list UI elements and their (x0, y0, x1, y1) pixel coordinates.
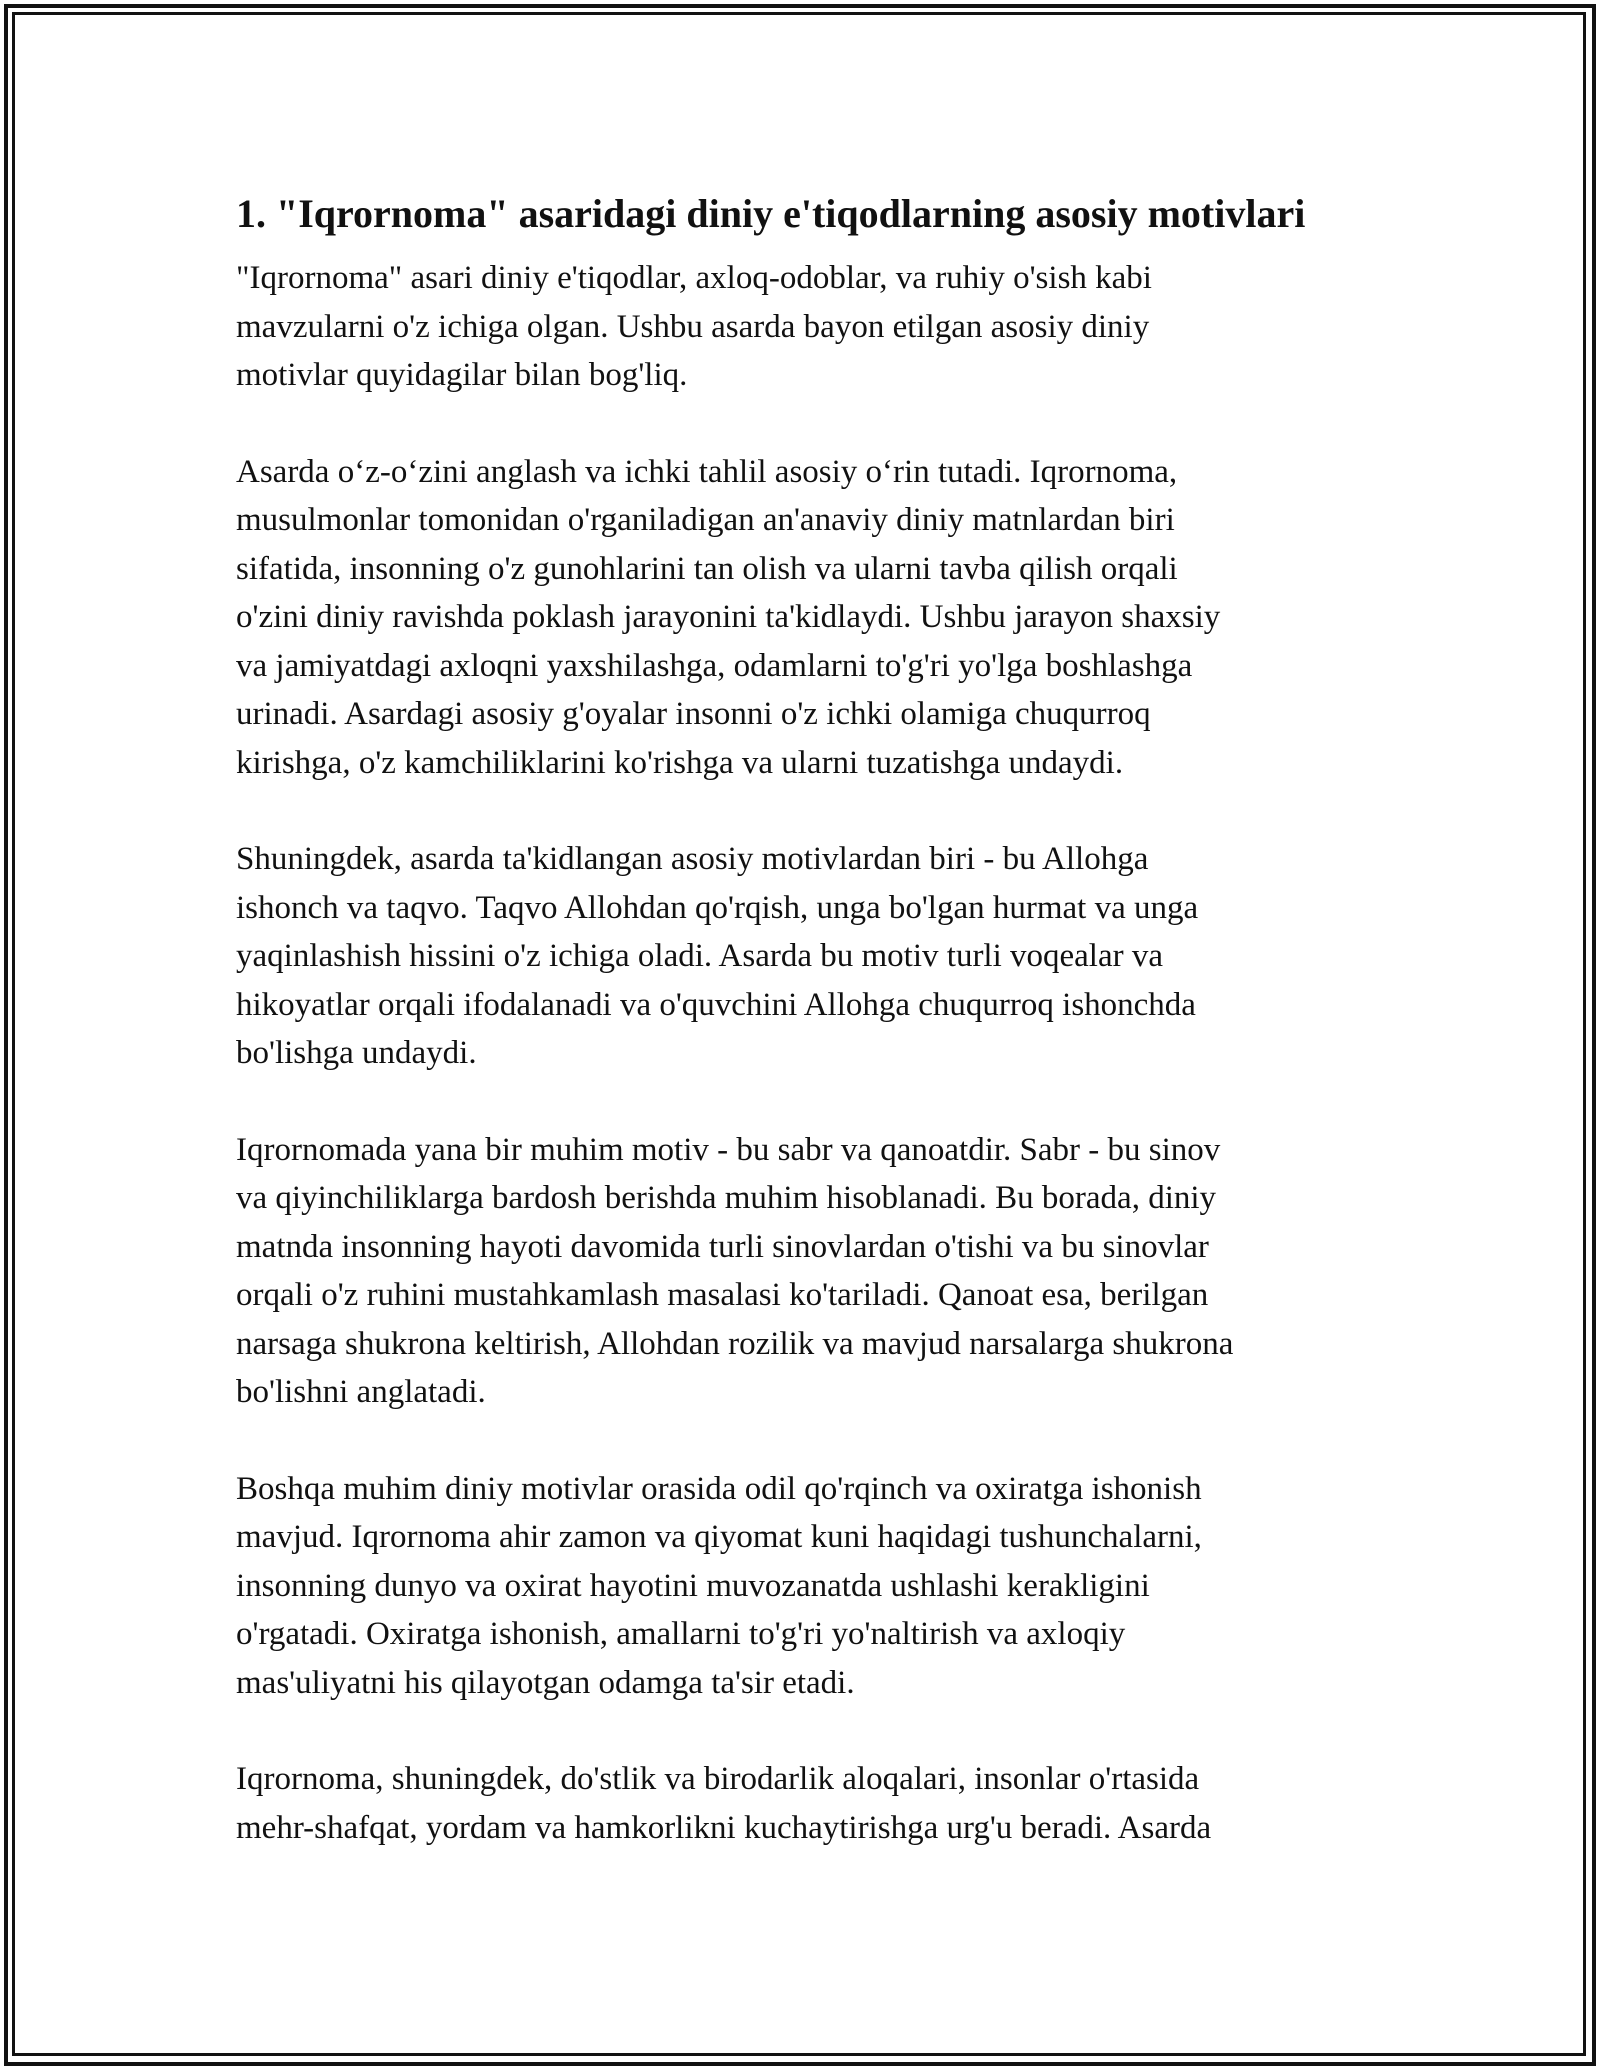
text-line: Iqrornoma, shuningdek, do'stlik va birodarlik aloqalari, insonlar o'rtasida (236, 1761, 1200, 1797)
text-line: sifatida, insonning o'z gunohlarini tan olish va ularni tavba qilish orqali (236, 550, 1178, 587)
text-line: urinadi. Asardagi asosiy g'oyalar insonni o'z ichki olamiga chuqurroq (236, 696, 1151, 732)
text-line: va jamiyatdagi axloqni yaxshilashga, odamlarni to'g'ri yo'lga boshlashga (236, 647, 1193, 684)
text-line: kirishga, o'z kamchiliklarini ko'rishga va ularni tuzatishga undaydi. (236, 744, 1124, 781)
text-line: yaqinlashish hissini o'z ichiga oladi. Asarda bu motiv turli voqealar va (236, 938, 1164, 974)
text-line: mavjud. Iqrornoma ahir zamon va qiyomat kuni haqidagi tushunchalarni, (236, 1519, 1202, 1555)
text-line: Iqrornomada yana bir muhim motiv - bu sabr va qanoatdir. Sabr - bu sinov (236, 1131, 1221, 1168)
text-line: mas'uliyatni his qilayotgan odamga ta'sir etadi. (236, 1664, 855, 1701)
text-line: mavzularni o'z ichiga olgan. Ushbu asarda bayon etilgan asosiy diniy (236, 308, 1150, 345)
text-line: "Iqrornoma" asari diniy e'tiqodlar, axloq-odoblar, va ruhiy o'sish kabi (236, 260, 1152, 296)
text-line: ishonch va taqvo. Taqvo Allohdan qo'rqish, unga bo'lgan hurmat va unga (236, 889, 1199, 926)
text-line: narsaga shukrona keltirish, Allohdan rozilik va mavjud narsalarga shukrona (236, 1325, 1234, 1362)
paragraph-intro (236, 254, 1366, 400)
text-line: motivlar quyidagilar bilan bog'liq. (236, 357, 688, 393)
section-heading: 1. "Iqrornoma" asaridagi diniy e'tiqodlarning asosiy motivlari (236, 191, 1306, 236)
text-line: bo'lishni anglatadi. (236, 1374, 486, 1410)
text-line: orqali o'z ruhini mustahkamlash masalasi ko'tariladi. Qanoat esa, berilgan (236, 1277, 1209, 1313)
text-line: Asarda o‘z-o‘zini anglash va ichki tahlil asosiy o‘rin tutadi. Iqrornoma, (236, 453, 1178, 490)
paragraph-patience (236, 1126, 1366, 1417)
text-line: va qiyinchiliklarga bardosh berishda muhim hisoblanadi. Bu borada, diniy (236, 1180, 1217, 1216)
text-line: bo'lishga undaydi. (236, 1035, 477, 1071)
paragraph-faith-piety (236, 835, 1366, 1078)
text-line: hikoyatlar orqali ifodalanadi va o'quvchini Allohga chuqurroq ishonchda (236, 986, 1196, 1023)
document-body (236, 186, 1366, 1900)
text-line: Shuningdek, asarda ta'kidlangan asosiy motivlardan biri - bu Allohga (236, 841, 1149, 877)
text-line: musulmonlar tomonidan o'rganiladigan an'anaviy diniy matnlardan biri (236, 502, 1175, 538)
text-line: mehr-shafqat, yordam va hamkorlikni kuchaytirishga urg'u beradi. Asarda (236, 1809, 1212, 1846)
text-line: Boshqa muhim diniy motivlar orasida odil qo'rqinch va oxiratga ishonish (236, 1470, 1202, 1507)
paragraph-afterlife (236, 1465, 1366, 1708)
paragraph-brotherhood (236, 1755, 1366, 1852)
text-line: o'zini diniy ravishda poklash jarayonini ta'kidlaydi. Ushbu jarayon shaxsiy (236, 599, 1221, 635)
text-line: o'rgatadi. Oxiratga ishonish, amallarni to'g'ri yo'naltirish va axloqiy (236, 1616, 1126, 1652)
text-line: matnda insonning hayoti davomida turli sinovlardan o'tishi va bu sinovlar (236, 1228, 1209, 1265)
paragraph-self-reflection (236, 448, 1366, 788)
text-line: insonning dunyo va oxirat hayotini muvozanatda ushlashi kerakligini (236, 1567, 1150, 1604)
